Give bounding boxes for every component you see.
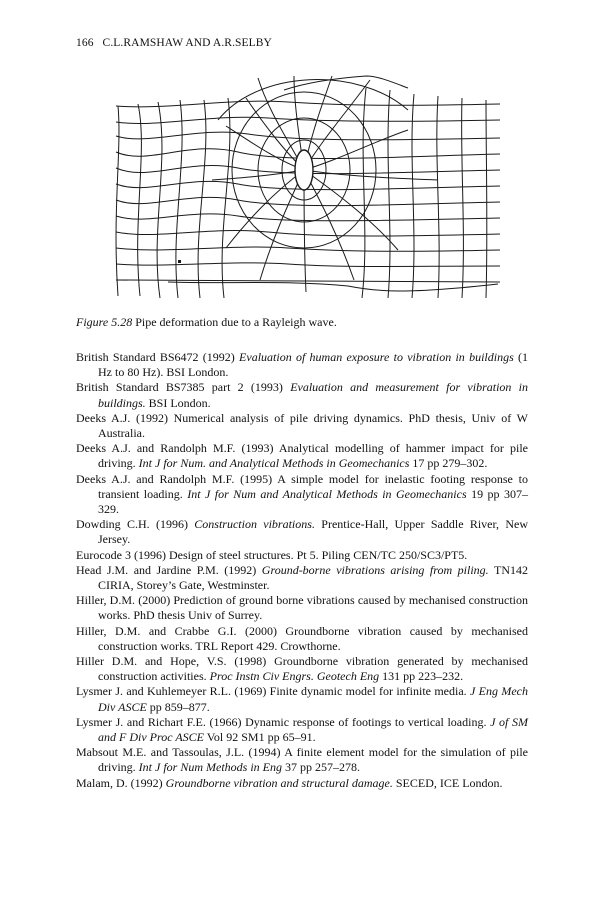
figure-label: Figure 5.28 — [76, 315, 133, 329]
reference-entry: Deeks A.J. and Randolph M.F. (1993) Analytical modelling of hammer impact for pile driving. Int J for Num. and Analytical Methods in Geomechanics 17 pp 279–302. — [76, 441, 528, 471]
reference-entry: Lysmer J. and Richart F.E. (1966) Dynamic response of footings to vertical loading. J of SM and F Div Proc ASCE Vol 92 SM1 pp 65–91. — [76, 714, 528, 745]
mesh-marker — [178, 260, 181, 263]
reference-entry: Dowding C.H. (1996) Construction vibrations. Prentice-Hall, Upper Saddle River, New Jersey. — [76, 517, 529, 547]
reference-entry: Deeks A.J. (1992) Numerical analysis of pile driving dynamics. PhD thesis, Univ of W Australia. — [76, 410, 528, 441]
reference-entry: British Standard BS7385 part 2 (1993) Evaluation and measurement for vibration in buildings. BSI London. — [76, 380, 528, 410]
mesh-horizontal-lines — [116, 101, 500, 282]
reference-entry: Malam, D. (1992) Groundborne vibration and structural damage. SECED, ICE London. — [76, 775, 503, 790]
surface-outline — [168, 76, 498, 291]
pipe-cross-section — [295, 150, 313, 190]
reference-entry: Hiller, D.M. (2000) Prediction of ground borne vibrations caused by mechanised construction works. PhD thesis Univ of Surrey. — [76, 593, 528, 623]
reference-entry: Hiller D.M. and Hope, V.S. (1998) Groundborne vibration generated by mechanised construction activities. Proc Instn Civ Engrs. Geotech Eng 131 pp 223–232. — [76, 654, 528, 684]
reference-entry: Lysmer J. and Kuhlemeyer R.L. (1969) Finite dynamic model for infinite media. J Eng Mech Div ASCE pp 859–877. — [76, 684, 528, 714]
deformed-mesh-drawing — [108, 70, 506, 302]
running-head-authors: C.L.RAMSHAW AND A.R.SELBY — [102, 37, 272, 49]
reference-entry: British Standard BS6472 (1992) Evaluation of human exposure to vibration in buildings (1 Hz to 80 Hz). BSI London. — [76, 350, 529, 380]
reference-entry: Eurocode 3 (1996) Design of steel structures. Pt 5. Piling CEN/TC 250/SC3/PT5. — [76, 547, 468, 562]
reference-entry: Hiller, D.M. and Crabbe G.I. (2000) Groundborne vibration caused by mechanised construction works. TRL Report 429. Crowthorne. — [76, 623, 528, 653]
reference-entry: Deeks A.J. and Randolph M.F. (1995) A simple model for inelastic footing response to transient loading. Int J for Num and Analytical Methods in Geomechanics 19 pp 307–329. — [76, 471, 528, 517]
running-head — [76, 37, 272, 49]
reference-entry: Head J.M. and Jardine P.M. (1992) Ground-borne vibrations arising from piling. TN142 CIRIA, Storey’s Gate, Westminster. — [76, 562, 528, 593]
figure-caption — [76, 315, 337, 330]
mesh-radial-lines — [212, 76, 438, 292]
reference-list — [76, 350, 528, 791]
figure-caption-text: Pipe deformation due to a Rayleigh wave. — [132, 315, 337, 329]
pipe-deformation-figure — [108, 70, 506, 302]
reference-entry: Mabsout M.E. and Tassoulas, J.L. (1994) A finite element model for the simulation of pile driving. Int J for Num Methods in Eng 37 pp 257–278. — [76, 745, 528, 775]
page-number: 166 — [76, 37, 94, 49]
